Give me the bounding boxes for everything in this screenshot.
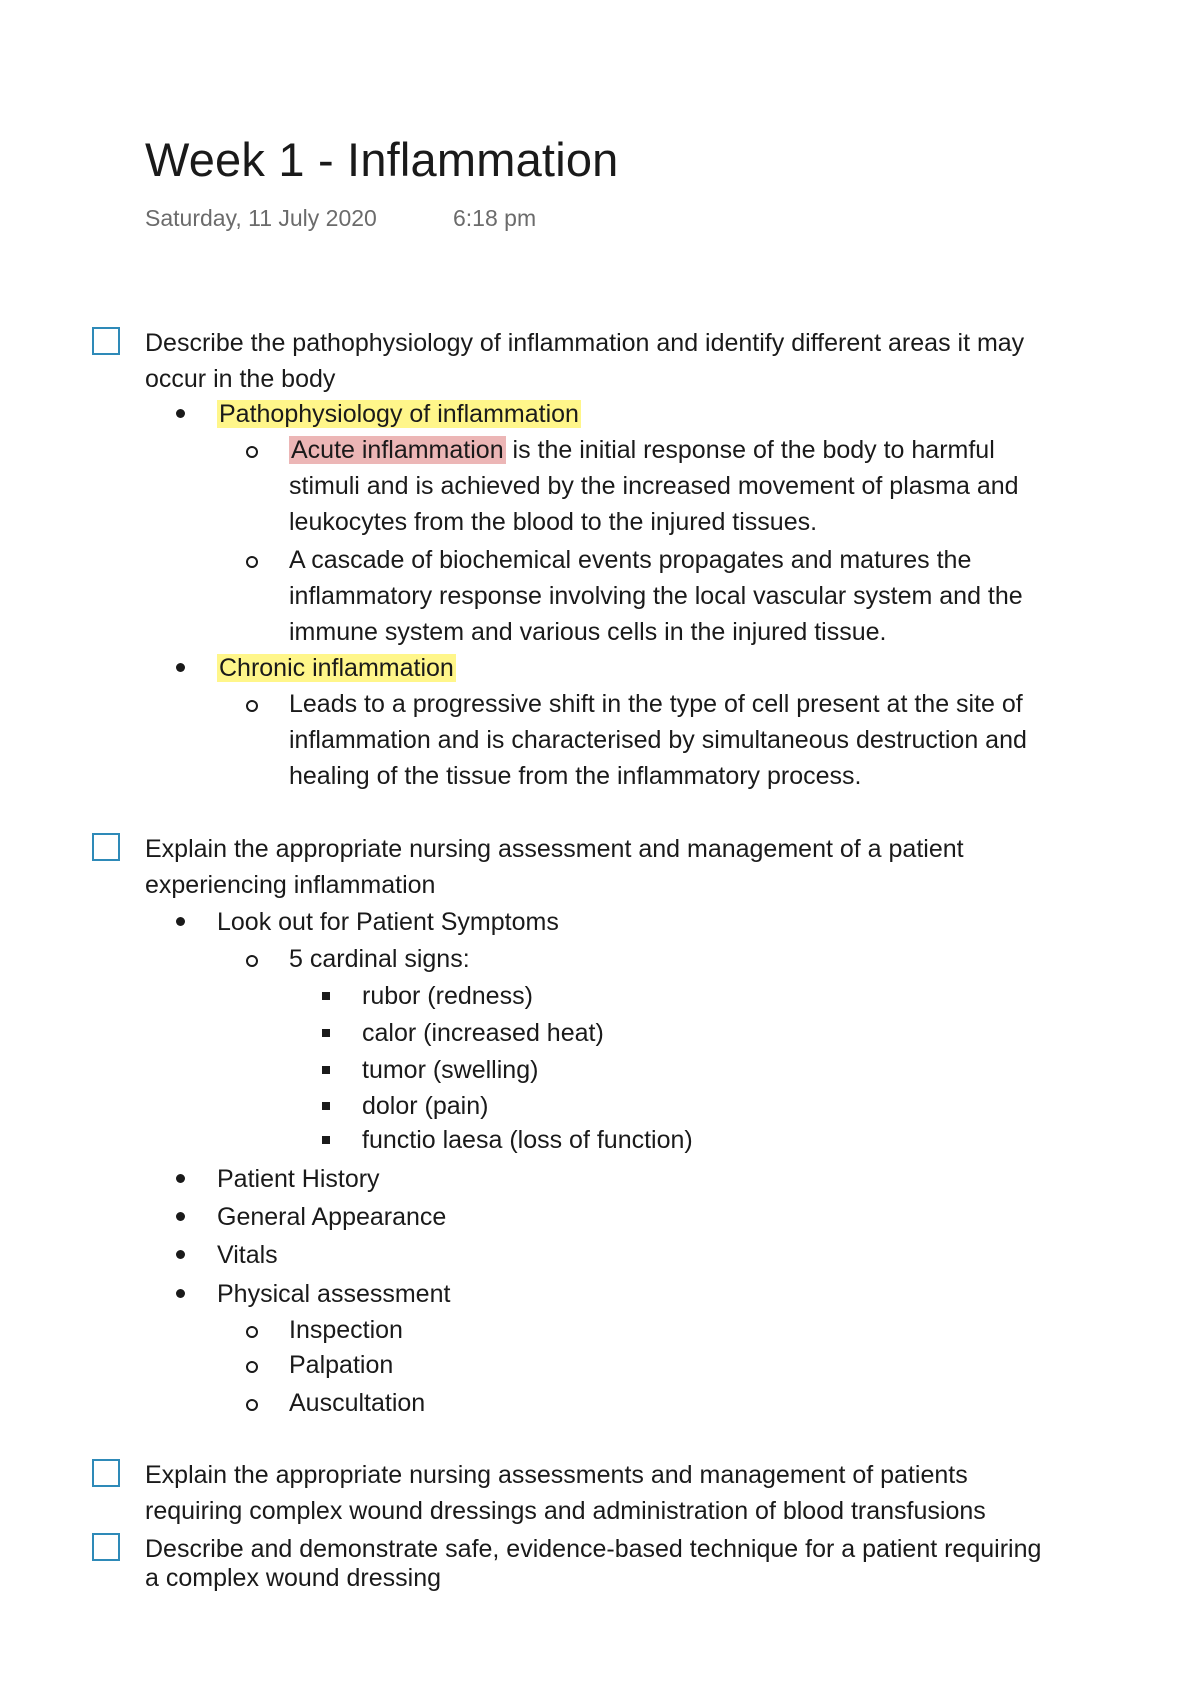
todo-checkbox-1[interactable] — [92, 327, 120, 355]
todo-2-text-line-1[interactable]: Explain the appropriate nursing assessment and management of a patient — [145, 835, 964, 863]
todo-4-text-line-1[interactable]: Describe and demonstrate safe, evidence-based technique for a patient requiring — [145, 1535, 1042, 1563]
bullet-icon — [176, 409, 185, 418]
list-item-symptoms[interactable]: Look out for Patient Symptoms — [217, 908, 559, 936]
bullet-icon — [176, 663, 185, 672]
circle-bullet-icon — [246, 556, 258, 568]
todo-1-text-line-2[interactable]: occur in the body — [145, 365, 336, 393]
list-item-physical[interactable]: Physical assessment — [217, 1280, 451, 1308]
square-bullet-icon — [322, 1029, 330, 1037]
list-item-vitals[interactable]: Vitals — [217, 1241, 278, 1269]
list-item-text: is the initial response of the body to harmful — [505, 436, 995, 464]
list-item-history[interactable]: Patient History — [217, 1165, 380, 1193]
todo-3-text-line-1[interactable]: Explain the appropriate nursing assessments and management of patients — [145, 1461, 968, 1489]
list-item-pathophysiology[interactable] — [217, 396, 581, 432]
list-item-sign[interactable]: dolor (pain) — [362, 1092, 489, 1120]
circle-bullet-icon — [246, 1326, 258, 1338]
todo-checkbox-4[interactable] — [92, 1533, 120, 1561]
highlighted-heading: Pathophysiology of inflammation — [219, 400, 579, 428]
todo-1-text-line-1[interactable]: Describe the pathophysiology of inflammation and identify different areas it may — [145, 329, 1025, 357]
list-item-cascade-line-1[interactable]: A cascade of biochemical events propagates and matures the — [289, 546, 972, 574]
list-item-sign[interactable]: calor (increased heat) — [362, 1019, 604, 1047]
square-bullet-icon — [322, 1066, 330, 1074]
bullet-icon — [176, 1212, 185, 1221]
circle-bullet-icon — [246, 446, 258, 458]
bullet-icon — [176, 1174, 185, 1183]
page-date: Saturday, 11 July 2020 — [145, 205, 377, 231]
todo-4-text-line-2-clipped — [145, 1564, 475, 1596]
square-bullet-icon — [322, 1102, 330, 1110]
todo-2-text-line-2[interactable]: experiencing inflammation — [145, 871, 436, 899]
highlighted-heading: Chronic inflammation — [219, 654, 454, 682]
list-item-palpation[interactable]: Palpation — [289, 1351, 394, 1379]
todo-3-text-line-2[interactable]: requiring complex wound dressings and administration of blood transfusions — [145, 1497, 986, 1525]
list-item-acute-line-2[interactable]: stimuli and is achieved by the increased movement of plasma and — [289, 472, 1019, 500]
square-bullet-icon — [322, 992, 330, 1000]
list-item-cascade-line-2[interactable]: inflammatory response involving the local vascular system and the — [289, 582, 1023, 610]
list-item-chronic-line-3[interactable]: healing of the tissue from the inflammatory process. — [289, 762, 862, 790]
list-item-acute-line-3[interactable]: leukocytes from the blood to the injured tissues. — [289, 508, 818, 536]
list-item-auscultation[interactable]: Auscultation — [289, 1389, 426, 1417]
circle-bullet-icon — [246, 700, 258, 712]
page-time: 6:18 pm — [453, 205, 537, 231]
list-item-sign[interactable]: tumor (swelling) — [362, 1056, 539, 1084]
bullet-icon — [176, 917, 185, 926]
list-item-acute-line-1[interactable] — [289, 432, 995, 468]
list-item-cascade-line-3[interactable]: immune system and various cells in the injured tissue. — [289, 618, 887, 646]
circle-bullet-icon — [246, 1361, 258, 1373]
highlighted-term: Acute inflammation — [291, 436, 504, 464]
list-item-chronic-line-1[interactable]: Leads to a progressive shift in the type of cell present at the site of — [289, 690, 1023, 718]
bullet-icon — [176, 1289, 185, 1298]
list-item-cardinal-signs[interactable]: 5 cardinal signs: — [289, 945, 470, 973]
list-item-chronic-line-2[interactable]: inflammation and is characterised by simultaneous destruction and — [289, 726, 1027, 754]
clipped-text: a complex wound dressing — [145, 1564, 441, 1592]
list-item-sign[interactable]: functio laesa (loss of function) — [362, 1126, 693, 1154]
circle-bullet-icon — [246, 1399, 258, 1411]
list-item-inspection[interactable]: Inspection — [289, 1316, 403, 1344]
page-title[interactable]: Week 1 - Inflammation — [145, 133, 619, 186]
todo-checkbox-2[interactable] — [92, 833, 120, 861]
list-item-appearance[interactable]: General Appearance — [217, 1203, 447, 1231]
todo-checkbox-3[interactable] — [92, 1459, 120, 1487]
list-item-sign[interactable]: rubor (redness) — [362, 982, 533, 1010]
list-item-chronic[interactable] — [217, 650, 456, 686]
square-bullet-icon — [322, 1136, 330, 1144]
bullet-icon — [176, 1250, 185, 1259]
circle-bullet-icon — [246, 955, 258, 967]
